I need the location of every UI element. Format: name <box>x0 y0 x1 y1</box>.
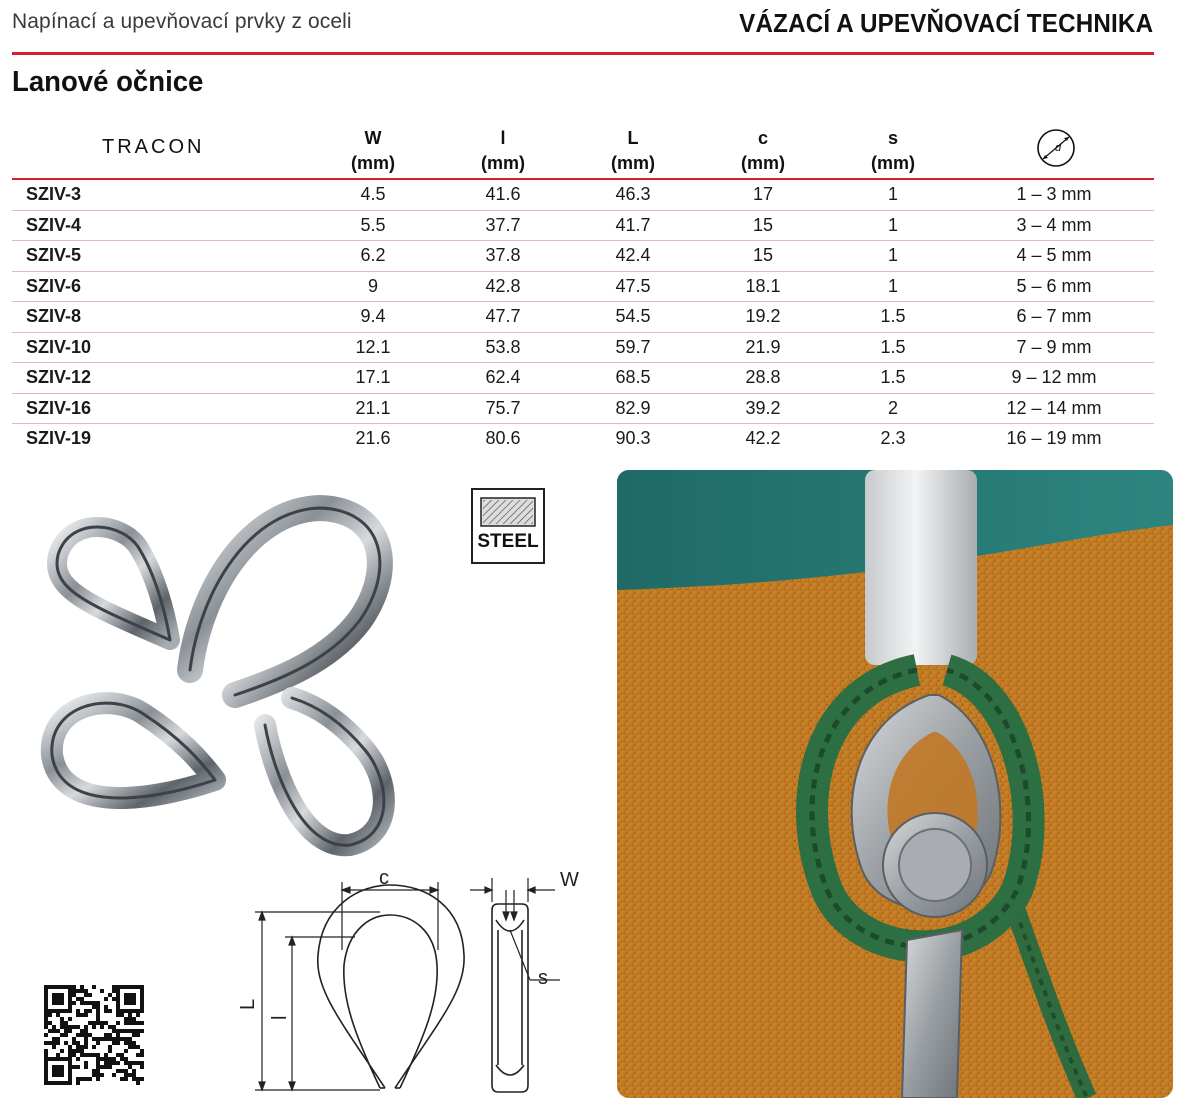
cell-c: 15 <box>752 214 774 235</box>
cell-s: 1.5 <box>880 306 906 326</box>
cell-diameter: 5 – 6 mm <box>1016 275 1092 296</box>
cell-c: 15 <box>752 245 774 265</box>
table-row <box>12 424 1154 454</box>
drawing-label-c: c <box>379 867 389 889</box>
col-head-l-big <box>578 126 688 176</box>
technical-drawing <box>230 860 600 1105</box>
cell-l-big: 59.7 <box>615 336 651 357</box>
cell-l-big: 42.4 <box>615 245 651 265</box>
cell-l: 37.7 <box>485 214 521 235</box>
steel-label: STEEL <box>477 531 539 552</box>
table-row <box>12 180 1154 211</box>
cell-l-big: 90.3 <box>615 428 651 448</box>
col-head-w <box>318 126 428 176</box>
cell-l: 41.6 <box>485 184 521 204</box>
table-row <box>12 394 1154 425</box>
cell-l: 53.8 <box>485 336 521 357</box>
cell-w: 9 <box>367 275 378 296</box>
cell-l: 42.8 <box>485 275 521 296</box>
cell-s: 1 <box>887 245 898 265</box>
drawing-label-W: W <box>560 869 579 891</box>
cell-l-big: 46.3 <box>615 184 651 204</box>
cell-c: 28.8 <box>745 367 781 387</box>
cell-code: SZIV-6 <box>26 275 82 296</box>
cell-w: 4.5 <box>360 184 386 204</box>
header-category: Napínací a upevňovací prvky z oceli <box>12 10 352 33</box>
cell-code: SZIV-8 <box>26 306 82 326</box>
cell-c: 19.2 <box>745 306 781 326</box>
cell-l: 75.7 <box>485 397 521 418</box>
cell-l: 80.6 <box>485 428 521 448</box>
cell-code: SZIV-19 <box>26 428 92 448</box>
table-row <box>12 363 1154 394</box>
cell-code: SZIV-3 <box>26 184 82 204</box>
cell-s: 2 <box>887 397 898 418</box>
cell-w: 21.1 <box>355 397 391 418</box>
qr-code-icon[interactable] <box>44 985 144 1085</box>
col-head-w-unit: (mm) <box>351 153 395 173</box>
diameter-icon-label: d <box>1055 142 1062 154</box>
cell-s: 2.3 <box>880 428 906 448</box>
thimbles-product-image <box>30 480 410 870</box>
col-head-l-big-unit: (mm) <box>611 153 655 173</box>
steel-material-badge <box>471 488 545 564</box>
cell-w: 5.5 <box>360 214 386 235</box>
col-head-s-key: s <box>887 128 898 148</box>
table-row <box>12 302 1154 333</box>
cell-w: 6.2 <box>360 245 386 265</box>
cell-w: 21.6 <box>355 428 391 448</box>
cell-l-big: 47.5 <box>615 275 651 296</box>
col-head-c <box>708 126 818 176</box>
drawing-label-s: s <box>538 967 548 989</box>
cell-s: 1 <box>887 184 898 204</box>
cell-l-big: 68.5 <box>615 367 651 387</box>
col-head-w-key: W <box>364 128 382 148</box>
spec-table <box>12 180 1154 454</box>
cell-code: SZIV-5 <box>26 245 82 265</box>
cell-diameter: 3 – 4 mm <box>1016 214 1092 235</box>
cell-c: 18.1 <box>745 275 781 296</box>
drawing-label-l: l <box>269 1015 291 1020</box>
header-section: VÁZACÍ A UPEVŇOVACÍ TECHNIKA <box>738 8 1153 38</box>
cell-c: 39.2 <box>745 397 781 418</box>
cell-diameter: 7 – 9 mm <box>1016 336 1092 357</box>
cell-c: 42.2 <box>745 428 781 448</box>
table-row <box>12 241 1154 272</box>
cell-l-big: 41.7 <box>615 214 651 235</box>
cell-w: 12.1 <box>355 336 391 357</box>
table-row <box>12 211 1154 242</box>
cell-diameter: 12 – 14 mm <box>1006 397 1102 418</box>
cell-code: SZIV-16 <box>26 397 92 418</box>
cell-diameter: 9 – 12 mm <box>1011 367 1097 387</box>
cell-l: 62.4 <box>485 367 521 387</box>
cell-code: SZIV-4 <box>26 214 82 235</box>
cell-w: 9.4 <box>360 306 386 326</box>
col-head-l-small-unit: (mm) <box>481 153 525 173</box>
steel-hatch-icon <box>480 497 536 527</box>
cell-s: 1 <box>887 275 898 296</box>
cell-l-big: 82.9 <box>615 397 651 418</box>
drawing-label-L: L <box>237 998 259 1010</box>
table-row <box>12 333 1154 364</box>
brand-logo: TRACON <box>102 136 205 158</box>
col-head-c-unit: (mm) <box>741 153 785 173</box>
cell-s: 1 <box>887 214 898 235</box>
cell-w: 17.1 <box>355 367 391 387</box>
cell-code: SZIV-12 <box>26 367 92 387</box>
col-head-s <box>838 126 948 176</box>
cell-diameter: 1 – 3 mm <box>1016 184 1092 204</box>
col-head-c-key: c <box>757 128 768 148</box>
cell-diameter: 16 – 19 mm <box>1006 428 1102 448</box>
diameter-circle-icon <box>1033 128 1079 168</box>
col-head-l-big-key: L <box>627 128 639 148</box>
cell-diameter: 6 – 7 mm <box>1016 306 1092 326</box>
col-head-l-small-key: l <box>500 128 506 148</box>
col-head-s-unit: (mm) <box>871 153 915 173</box>
header-rule <box>12 52 1154 55</box>
cell-s: 1.5 <box>880 336 906 357</box>
cell-c: 21.9 <box>745 336 781 357</box>
cell-code: SZIV-10 <box>26 336 92 357</box>
cell-l: 47.7 <box>485 306 521 326</box>
cell-s: 1.5 <box>880 367 906 387</box>
page-title: Lanové očnice <box>12 66 204 98</box>
table-row <box>12 272 1154 303</box>
col-head-l-small <box>448 126 558 176</box>
cell-l-big: 54.5 <box>615 306 651 326</box>
cell-l: 37.8 <box>485 245 521 265</box>
cell-c: 17 <box>752 184 774 204</box>
application-photo <box>617 470 1173 1098</box>
cell-diameter: 4 – 5 mm <box>1016 245 1092 265</box>
